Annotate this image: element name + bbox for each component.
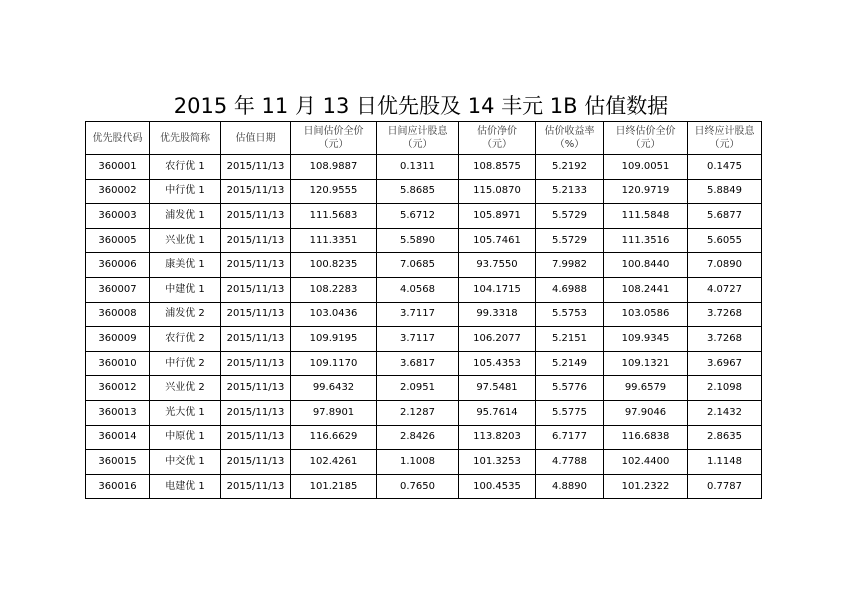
table-cell: 108.2441 (604, 277, 688, 302)
table-cell: 360001 (86, 155, 150, 180)
table-cell: 5.5753 (536, 302, 604, 327)
column-header (86, 122, 150, 155)
table-cell: 108.9887 (291, 155, 377, 180)
table-cell: 兴业优 1 (150, 228, 221, 253)
table-cell: 2015/11/13 (221, 425, 291, 450)
column-header-label: 日间应计股息 (387, 126, 448, 137)
table-cell: 120.9719 (604, 179, 688, 204)
table-cell: 2015/11/13 (221, 253, 291, 278)
table-cell: 中行优 2 (150, 351, 221, 376)
table-row (86, 450, 762, 475)
column-header-unit: （元） (630, 139, 661, 150)
table-cell: 2.1098 (688, 376, 762, 401)
table-cell: 2015/11/13 (221, 204, 291, 229)
table-cell: 360013 (86, 400, 150, 425)
header-row (86, 122, 762, 155)
table-cell: 99.6579 (604, 376, 688, 401)
column-header-label: 优先股简称 (160, 132, 210, 144)
table-cell: 360014 (86, 425, 150, 450)
table-cell: 100.8440 (604, 253, 688, 278)
table-cell: 360003 (86, 204, 150, 229)
column-header (536, 122, 604, 155)
column-header-unit: （元） (709, 139, 740, 150)
table-row (86, 179, 762, 204)
table-row (86, 253, 762, 278)
table-cell: 5.6712 (377, 204, 459, 229)
table-cell: 360009 (86, 327, 150, 352)
table-cell: 2.1287 (377, 400, 459, 425)
table-cell: 109.1170 (291, 351, 377, 376)
table-cell: 113.8203 (459, 425, 536, 450)
valuation-table (85, 121, 762, 499)
table-cell: 农行优 2 (150, 327, 221, 352)
table-cell: 兴业优 2 (150, 376, 221, 401)
table-cell: 360016 (86, 474, 150, 499)
table-cell: 7.0890 (688, 253, 762, 278)
table-cell: 4.0727 (688, 277, 762, 302)
table-cell: 97.5481 (459, 376, 536, 401)
table-cell: 116.6629 (291, 425, 377, 450)
table-cell: 360006 (86, 253, 150, 278)
table-cell: 5.2192 (536, 155, 604, 180)
table-cell: 97.8901 (291, 400, 377, 425)
table-cell: 0.7787 (688, 474, 762, 499)
table-cell: 3.6817 (377, 351, 459, 376)
table-cell: 2015/11/13 (221, 351, 291, 376)
table-cell: 7.9982 (536, 253, 604, 278)
table-cell: 99.3318 (459, 302, 536, 327)
table-cell: 2015/11/13 (221, 400, 291, 425)
table-cell: 109.9195 (291, 327, 377, 352)
table-cell: 5.5775 (536, 400, 604, 425)
table-cell: 360015 (86, 450, 150, 475)
column-header (604, 122, 688, 155)
column-header-label: 估值日期 (235, 132, 276, 144)
column-header (459, 122, 536, 155)
table-cell: 5.5729 (536, 204, 604, 229)
table-row (86, 228, 762, 253)
table-cell: 120.9555 (291, 179, 377, 204)
table-cell: 97.9046 (604, 400, 688, 425)
table-cell: 3.7268 (688, 302, 762, 327)
table-cell: 101.3253 (459, 450, 536, 475)
table-cell: 2015/11/13 (221, 155, 291, 180)
table-cell: 109.9345 (604, 327, 688, 352)
table-row (86, 400, 762, 425)
table-cell: 2015/11/13 (221, 302, 291, 327)
table-cell: 5.6055 (688, 228, 762, 253)
table-cell: 2015/11/13 (221, 179, 291, 204)
table-cell: 5.2133 (536, 179, 604, 204)
table-row (86, 327, 762, 352)
table-cell: 5.5729 (536, 228, 604, 253)
table-cell: 2015/11/13 (221, 450, 291, 475)
table-cell: 中建优 1 (150, 277, 221, 302)
table-cell: 360002 (86, 179, 150, 204)
table-cell: 3.7117 (377, 327, 459, 352)
table-cell: 5.5776 (536, 376, 604, 401)
table-cell: 0.1475 (688, 155, 762, 180)
column-header (221, 122, 291, 155)
table-row (86, 277, 762, 302)
table-cell: 103.0436 (291, 302, 377, 327)
table-cell: 3.7117 (377, 302, 459, 327)
column-header-label: 日间估价全价 (303, 126, 364, 137)
table-cell: 农行优 1 (150, 155, 221, 180)
table-cell: 105.7461 (459, 228, 536, 253)
table-cell: 102.4261 (291, 450, 377, 475)
table-cell: 3.6967 (688, 351, 762, 376)
table-cell: 2.0951 (377, 376, 459, 401)
table-cell: 4.0568 (377, 277, 459, 302)
table-cell: 115.0870 (459, 179, 536, 204)
table-cell: 111.3516 (604, 228, 688, 253)
column-header (150, 122, 221, 155)
table-cell: 2015/11/13 (221, 277, 291, 302)
table-cell: 102.4400 (604, 450, 688, 475)
table-cell: 7.0685 (377, 253, 459, 278)
table-cell: 104.1715 (459, 277, 536, 302)
table-cell: 1.1008 (377, 450, 459, 475)
table-cell: 116.6838 (604, 425, 688, 450)
table-cell: 4.6988 (536, 277, 604, 302)
table-cell: 2015/11/13 (221, 228, 291, 253)
table-cell: 111.3351 (291, 228, 377, 253)
column-header-label: 估价净价 (477, 126, 517, 137)
table-cell: 93.7550 (459, 253, 536, 278)
table-cell: 4.7788 (536, 450, 604, 475)
table-cell: 100.8235 (291, 253, 377, 278)
table-cell: 中行优 1 (150, 179, 221, 204)
table-cell: 100.4535 (459, 474, 536, 499)
table-cell: 360012 (86, 376, 150, 401)
table-cell: 5.5890 (377, 228, 459, 253)
table-cell: 2.1432 (688, 400, 762, 425)
column-header-label: 日终估价全价 (615, 126, 676, 137)
table-row (86, 376, 762, 401)
table-row (86, 204, 762, 229)
table-cell: 5.2149 (536, 351, 604, 376)
table-cell: 5.8685 (377, 179, 459, 204)
table-cell: 0.7650 (377, 474, 459, 499)
table-cell: 康美优 1 (150, 253, 221, 278)
column-header-label: 优先股代码 (92, 132, 143, 144)
table-cell: 95.7614 (459, 400, 536, 425)
column-header-unit: （%） (554, 139, 585, 150)
table-cell: 101.2322 (604, 474, 688, 499)
table-row (86, 302, 762, 327)
table-cell: 108.8575 (459, 155, 536, 180)
table-cell: 103.0586 (604, 302, 688, 327)
table-cell: 5.8849 (688, 179, 762, 204)
table-cell: 2015/11/13 (221, 376, 291, 401)
column-header (377, 122, 459, 155)
table-cell: 111.5848 (604, 204, 688, 229)
table-cell: 99.6432 (291, 376, 377, 401)
column-header-unit: （元） (402, 139, 433, 150)
column-header-label: 估价收益率 (544, 126, 595, 137)
column-header-unit: （元） (482, 139, 512, 150)
table-row (86, 351, 762, 376)
table-cell: 浦发优 1 (150, 204, 221, 229)
table-cell: 浦发优 2 (150, 302, 221, 327)
table-row (86, 425, 762, 450)
table-cell: 1.1148 (688, 450, 762, 475)
table-cell: 2015/11/13 (221, 474, 291, 499)
table-cell: 105.4353 (459, 351, 536, 376)
table-cell: 5.6877 (688, 204, 762, 229)
table-cell: 360005 (86, 228, 150, 253)
page-title: 2015 年 11 月 13 日优先股及 14 丰元 1B 估值数据 (173, 94, 669, 118)
table-cell: 360007 (86, 277, 150, 302)
table-cell: 360008 (86, 302, 150, 327)
table-body (86, 155, 762, 499)
table-cell: 106.2077 (459, 327, 536, 352)
table-cell: 电建优 1 (150, 474, 221, 499)
table-cell: 0.1311 (377, 155, 459, 180)
table-cell: 4.8890 (536, 474, 604, 499)
table-cell: 109.1321 (604, 351, 688, 376)
table-cell: 光大优 1 (150, 400, 221, 425)
column-header (688, 122, 762, 155)
table-cell: 108.2283 (291, 277, 377, 302)
table-cell: 2015/11/13 (221, 327, 291, 352)
table-cell: 2.8635 (688, 425, 762, 450)
column-header-unit: （元） (318, 139, 349, 150)
table-cell: 中交优 1 (150, 450, 221, 475)
table-cell: 109.0051 (604, 155, 688, 180)
column-header (291, 122, 377, 155)
table-cell: 2.8426 (377, 425, 459, 450)
table-cell: 111.5683 (291, 204, 377, 229)
table-cell: 6.7177 (536, 425, 604, 450)
table-cell: 5.2151 (536, 327, 604, 352)
table-row (86, 474, 762, 499)
table-cell: 360010 (86, 351, 150, 376)
table-cell: 中原优 1 (150, 425, 221, 450)
table-cell: 101.2185 (291, 474, 377, 499)
column-header-label: 日终应计股息 (694, 126, 755, 137)
table-cell: 105.8971 (459, 204, 536, 229)
table-cell: 3.7268 (688, 327, 762, 352)
table-row (86, 155, 762, 180)
